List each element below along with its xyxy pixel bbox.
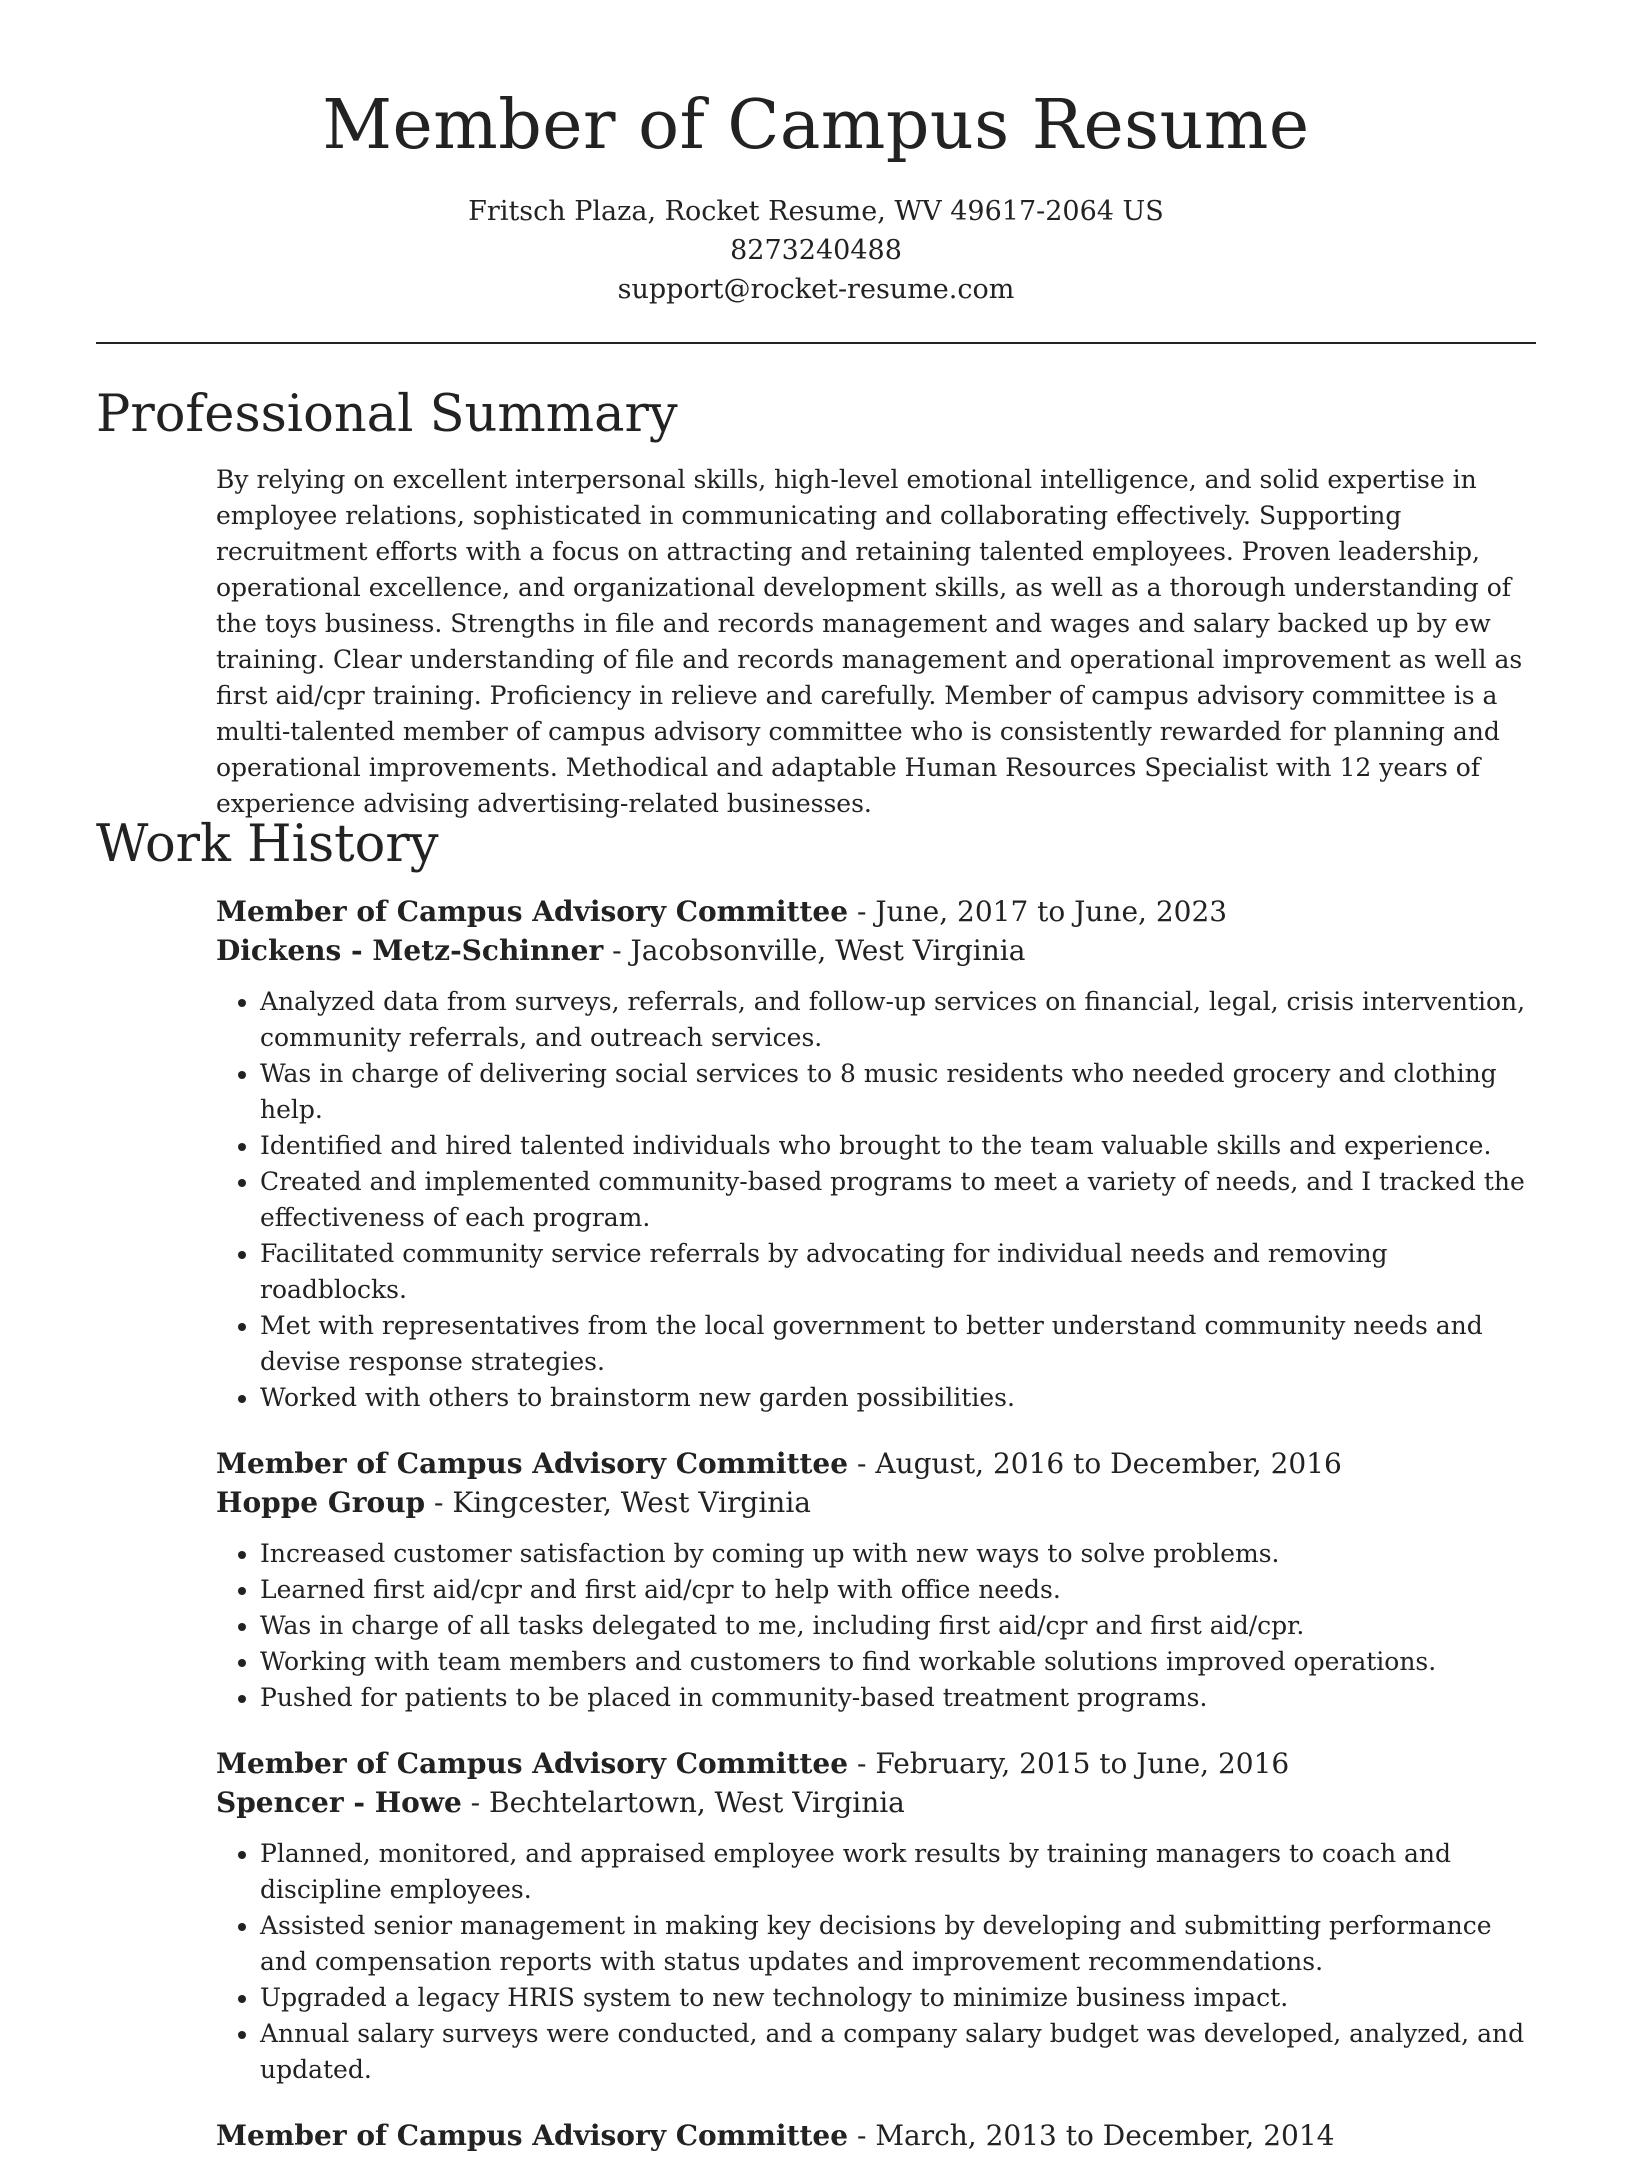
job-bullet: • Learned first aid/cpr and first aid/cpr to help with office needs. [260,1572,1536,1608]
job-bullets [216,1536,1536,1716]
job-company: Spencer - Howe [216,1786,462,1819]
job-bullet: • Analyzed data from surveys, referrals, and follow-up services on financial, legal, crisis intervention, community referrals, and outreach services. [260,984,1536,1056]
job-company: Dickens - Metz-Schinner [216,934,604,967]
job-bullet: • Annual salary surveys were conducted, and a company salary budget was developed, analyzed, and updated. [260,2016,1536,2088]
contact-info [0,192,1632,309]
contact-email: support@rocket-resume.com [617,274,1015,305]
job-bullets [216,984,1536,1416]
job-role: Member of Campus Advisory Committee [216,2119,849,2152]
header-divider [96,342,1536,344]
job-bullet: • Identified and hired talented individuals who brought to the team valuable skills and experience. [260,1128,1536,1164]
contact-phone: 8273240488 [730,235,902,266]
job-bullet: • Was in charge of delivering social services to 8 music residents who needed grocery and clothing help. [260,1056,1536,1128]
job-bullet: • Working with team members and customers to find workable solutions improved operations. [260,1644,1536,1680]
job-company-line [216,1483,1536,1522]
resume-title: Member of Campus Resume [322,86,1310,165]
job-title-line [216,1744,1536,1783]
job-bullet: • Planned, monitored, and appraised employee work results by training managers to coach and discipline employees. [260,1836,1536,1908]
job-entry [216,2116,1536,2155]
job-company-line [216,1783,1536,1822]
job-role: Member of Campus Advisory Committee [216,895,849,928]
job-dates: - February, 2015 to June, 2016 [856,1747,1290,1780]
job-location: - Kingcester, West Virginia [434,1486,811,1519]
job-dates: - June, 2017 to June, 2023 [856,895,1228,928]
job-company-line [216,931,1536,970]
job-bullet: • Created and implemented community-based programs to meet a variety of needs, and I tracked the effectiveness of each program. [260,1164,1536,1236]
job-role: Member of Campus Advisory Committee [216,1447,849,1480]
contact-address: Fritsch Plaza, Rocket Resume, WV 49617-2064 US [468,196,1164,227]
job-location: - Bechtelartown, West Virginia [470,1786,905,1819]
summary-text: By relying on excellent interpersonal skills, high-level emotional intelligence, and solid expertise in employee relations, sophisticated in communicating and collaborating effectively. Supporting recruitment efforts with a focus on attracting and retaining talented employees. Proven leadership, operational excellence, and organizational development skills, as well as a thorough understanding of the toys business. Strengths in file and records management and wages and salary backed up by ew training. Clear understanding of file and records management and operational improvement as well as first aid/cpr training. Proficiency in relieve and carefully. Member of campus advisory committee is a multi-talented member of campus advisory committee who is consistently rewarded for planning and operational improvements. Methodical and adaptable Human Resources Specialist with 12 years of experience advising advertising-related businesses. [216,465,1523,818]
job-bullet: • Worked with others to brainstorm new garden possibilities. [260,1380,1536,1416]
job-entry [216,892,1536,1416]
job-dates: - August, 2016 to December, 2016 [856,1447,1342,1480]
job-bullet: • Met with representatives from the local government to better understand community needs and devise response strategies. [260,1308,1536,1380]
job-title-line [216,2116,1536,2155]
job-entry [216,1744,1536,2088]
job-bullet: • Was in charge of all tasks delegated to me, including first aid/cpr and first aid/cpr. [260,1608,1536,1644]
job-bullet: • Upgraded a legacy HRIS system to new technology to minimize business impact. [260,1980,1536,2016]
job-bullet: • Pushed for patients to be placed in community-based treatment programs. [260,1680,1536,1716]
job-title-line [216,892,1536,931]
job-bullet: • Increased customer satisfaction by coming up with new ways to solve problems. [260,1536,1536,1572]
job-bullet: • Facilitated community service referrals by advocating for individual needs and removing roadblocks. [260,1236,1536,1308]
job-location: - Jacobsonville, West Virginia [612,934,1026,967]
work-history-list [216,892,1536,2183]
job-title-line [216,1444,1536,1483]
job-entry [216,1444,1536,1716]
job-bullet: • Assisted senior management in making key decisions by developing and submitting performance and compensation reports with status updates and improvement recommendations. [260,1908,1536,1980]
job-role: Member of Campus Advisory Committee [216,1747,849,1780]
job-bullets [216,1836,1536,2088]
job-dates: - March, 2013 to December, 2014 [856,2119,1335,2152]
work-history-heading: Work History [96,815,439,874]
summary-heading: Professional Summary [96,385,678,444]
job-company: Hoppe Group [216,1486,426,1519]
